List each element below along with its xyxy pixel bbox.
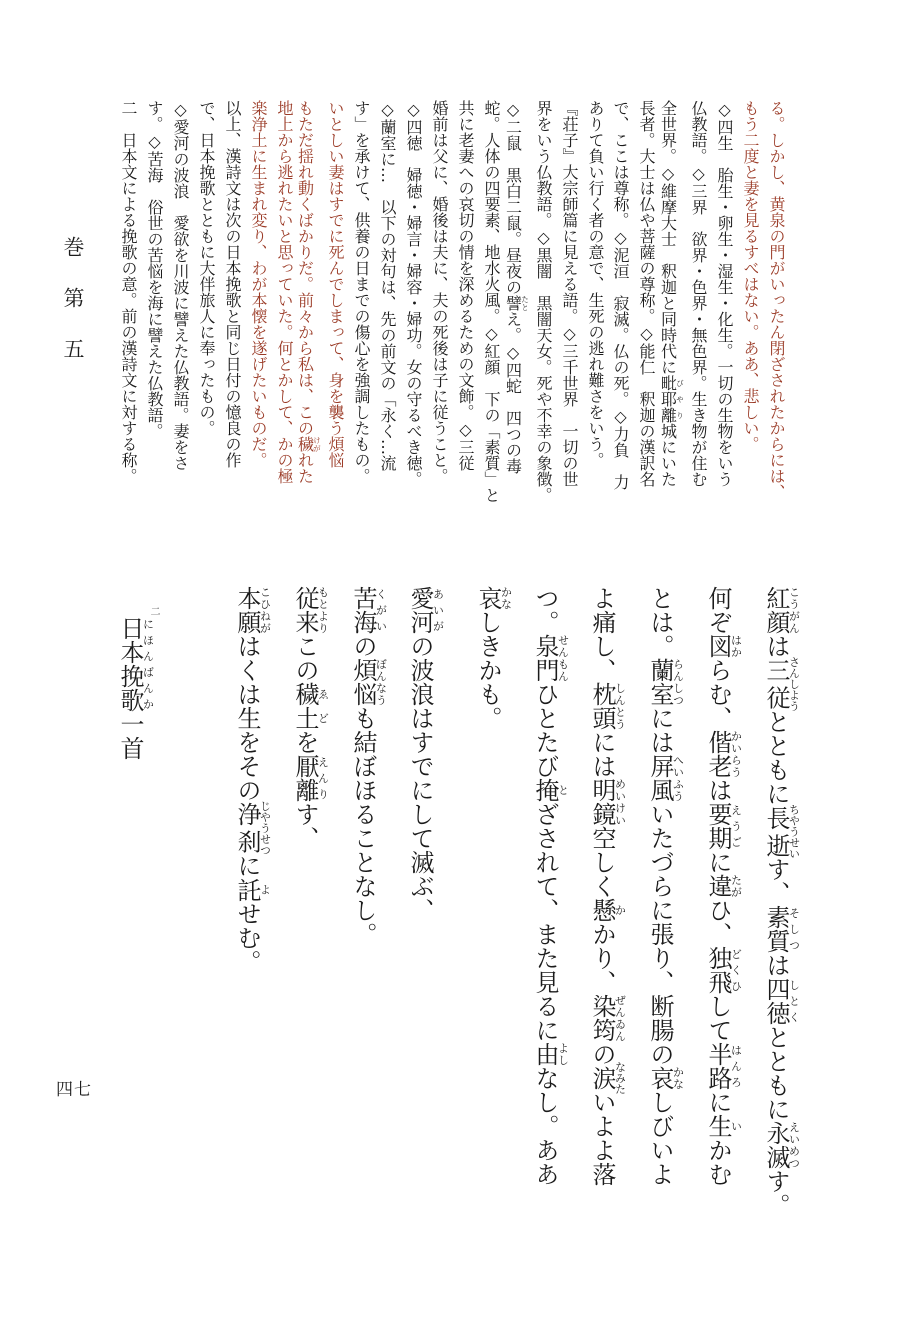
text-run: 長者。大士は仏や菩薩の尊称。◇能仁 釈迦の漢訳名 bbox=[637, 100, 656, 487]
ruby-word bbox=[233, 877, 272, 902]
text-run: よ痛し、 bbox=[588, 586, 616, 682]
text-run: 界をいう仏教語。◇黒闇 黒闇天女。死や不幸の象徴。 bbox=[534, 100, 553, 503]
ruby-base: 三従 bbox=[762, 656, 790, 712]
ruby-word bbox=[406, 586, 445, 634]
furigana: なみた bbox=[613, 1061, 627, 1095]
ruby-base: 由 bbox=[531, 1042, 559, 1066]
furigana: せんもん bbox=[556, 634, 570, 682]
ruby-word bbox=[233, 800, 272, 856]
text-run: 共に老妻への哀切の情を深めるための文飾。◇三従 bbox=[456, 100, 475, 471]
main-text-column bbox=[339, 586, 387, 946]
furigana: えうご bbox=[729, 802, 743, 850]
main-text-column bbox=[281, 586, 329, 850]
furigana: びやり bbox=[675, 375, 685, 423]
text-run: ◇蘭室に… 以下の対句は、先の前文の「永く…流 bbox=[378, 100, 397, 471]
furigana: こうがん bbox=[787, 586, 801, 634]
furigana: もとより bbox=[316, 586, 330, 634]
furigana: しとく bbox=[787, 977, 801, 1025]
text-run: とともに bbox=[762, 1025, 790, 1121]
ruby-base: 永滅 bbox=[762, 1121, 790, 1169]
text-run: 城にいた bbox=[658, 423, 678, 487]
text-run: はくは生をその bbox=[233, 634, 261, 802]
text-run: る。しかし、黄泉の門がいったん閉ざされたからには、 bbox=[767, 100, 786, 500]
text-run: 地上から逃れたいと思っていた。何とかして、かの極 bbox=[275, 100, 294, 484]
ruby-word bbox=[704, 634, 743, 658]
ruby-word bbox=[349, 658, 388, 706]
ruby-word bbox=[704, 802, 743, 850]
ruby-base: 日本挽歌 bbox=[116, 616, 144, 712]
furigana: けが bbox=[312, 436, 322, 452]
text-run: もう二度と妻を見るすべはない。ああ、悲しい。 bbox=[741, 100, 760, 452]
main-text-column bbox=[636, 586, 684, 1186]
text-run: つ。 bbox=[531, 586, 559, 634]
text-run: この bbox=[291, 634, 319, 682]
ruby-base: 枕頭 bbox=[588, 682, 616, 730]
text-run: ありて負い行く者の意で、生死の逃れ難さをいう。 bbox=[586, 100, 605, 468]
text-run: 空しく bbox=[588, 826, 616, 898]
text-run: 何ぞ bbox=[704, 586, 732, 634]
ruby-base: 図 bbox=[704, 634, 732, 658]
ruby-base: 生 bbox=[704, 1114, 732, 1138]
text-run: に bbox=[704, 1090, 732, 1114]
furigana: あいが bbox=[431, 586, 445, 634]
text-run: す。◇苦海 俗世の苦悩を海に譬えた仏教語。 bbox=[145, 100, 164, 439]
ruby-base: 紅顔 bbox=[762, 586, 790, 634]
main-text-column bbox=[578, 586, 626, 1186]
ruby-base: 愛河 bbox=[406, 586, 434, 634]
text-run: も結ぼほることなし。 bbox=[349, 706, 377, 946]
ruby-word bbox=[233, 586, 272, 634]
ruby-base: 要期 bbox=[704, 802, 732, 850]
ruby-word bbox=[704, 730, 743, 778]
text-run: 二 日本文による挽歌の意。前の漢詩文に対する称。 bbox=[119, 100, 138, 484]
furigana: どくひ bbox=[729, 946, 743, 994]
ruby-base: 涙 bbox=[588, 1061, 616, 1095]
text-run: ◇四徳 婦徳・婦言・婦容・婦功。女の守るべき徳。 bbox=[404, 100, 423, 487]
text-run: 全世界。◇維摩大士 釈迦と同時代に bbox=[658, 100, 678, 375]
text-run: を bbox=[291, 730, 319, 754]
ruby-base: 違 bbox=[704, 874, 732, 898]
text-run: え。◇四蛇 四つの毒 bbox=[503, 311, 523, 474]
furigana: かな bbox=[671, 1066, 685, 1090]
furigana: えんり bbox=[316, 754, 330, 802]
ruby-word bbox=[531, 1042, 570, 1066]
text-run: の bbox=[588, 1042, 616, 1066]
furigana: か bbox=[613, 898, 627, 922]
text-run: で、日本挽歌とともに大伴旅人に奉ったもの。 bbox=[197, 100, 216, 436]
main-text-column bbox=[521, 586, 569, 1186]
text-run: 蛇。人体の四要素、地水火風。◇紅顔 下の「素質」と bbox=[482, 100, 501, 503]
text-run: かり、 bbox=[588, 922, 616, 994]
text-run: ひ、 bbox=[704, 898, 732, 946]
ruby-word bbox=[588, 682, 627, 730]
ruby-word bbox=[291, 682, 330, 730]
ruby-base: 苦海 bbox=[349, 586, 377, 634]
ruby-word bbox=[646, 1066, 685, 1090]
furigana: ぼんなう bbox=[374, 658, 388, 706]
furigana: かいらう bbox=[729, 730, 743, 778]
text-run: の bbox=[349, 634, 377, 658]
furigana: ちやうせい bbox=[787, 803, 801, 859]
ruby-base: 哀 bbox=[474, 586, 502, 610]
text-run: す」を承けて、供養の日までの傷心を強調したもの。 bbox=[352, 100, 371, 484]
ruby-word bbox=[762, 1121, 801, 1169]
text-run: ◇二鼠 黒白二鼠。昼夜の bbox=[503, 100, 523, 295]
ruby-base: 本願 bbox=[233, 586, 261, 634]
furigana: こひねが bbox=[258, 586, 272, 634]
furigana: えいめつ bbox=[787, 1121, 801, 1169]
text-run: 仏教語。◇三界 欲界・色界・無色界。生き物が住む bbox=[689, 100, 708, 487]
ruby-word bbox=[762, 586, 801, 634]
ruby-base: 掩 bbox=[531, 778, 559, 802]
main-text-column bbox=[694, 586, 742, 1186]
text-run: 婚前は父に、婚後は夫に、夫の死後は子に従うこと。 bbox=[430, 100, 449, 484]
furigana: じやうせつ bbox=[258, 800, 272, 856]
ruby-base: 明鏡 bbox=[588, 778, 616, 826]
main-text-column bbox=[223, 586, 271, 974]
ruby-word bbox=[588, 898, 627, 922]
footnote-mark: 二 bbox=[148, 606, 159, 616]
ruby-word bbox=[762, 656, 801, 712]
furigana: にほんばんか bbox=[141, 616, 155, 712]
ruby-word bbox=[531, 634, 570, 682]
ruby-base: 半路 bbox=[704, 1042, 732, 1090]
ruby-base: 穢土 bbox=[291, 682, 319, 730]
poem-title bbox=[106, 616, 154, 760]
furigana: らんしつ bbox=[671, 658, 685, 706]
ruby-word bbox=[474, 586, 513, 610]
running-head-volume: 巻第五 bbox=[61, 236, 85, 389]
furigana: そしつ bbox=[787, 905, 801, 953]
ruby-word bbox=[116, 616, 155, 712]
furigana: かな bbox=[499, 586, 513, 610]
text-run: しきかも。 bbox=[474, 610, 502, 730]
text-run: れた bbox=[295, 452, 315, 484]
ruby-word bbox=[291, 586, 330, 634]
ruby-base: 譬 bbox=[503, 295, 523, 311]
ruby-base: 泉門 bbox=[531, 634, 559, 682]
text-run: なし。ああ bbox=[531, 1066, 559, 1186]
ruby-base: 託 bbox=[233, 877, 261, 902]
ruby-base: 染筠 bbox=[588, 994, 616, 1042]
ruby-base: 独飛 bbox=[704, 946, 732, 994]
ruby-base: 屏風 bbox=[646, 754, 674, 802]
ruby-word bbox=[762, 977, 801, 1025]
furigana: よ bbox=[258, 877, 272, 902]
text-run: で、ここは尊称。◇泥洹 寂滅。仏の死。◇力負 力 bbox=[611, 100, 630, 490]
ruby-word bbox=[704, 1042, 743, 1090]
text-run: は bbox=[704, 778, 732, 802]
ruby-word bbox=[704, 874, 743, 898]
text-run: いたづらに張り、断腸の bbox=[646, 802, 674, 1066]
text-run: かむ bbox=[704, 1138, 732, 1186]
text-run: は bbox=[762, 634, 790, 658]
text-run: す、 bbox=[291, 802, 319, 850]
furigana: さんしよう bbox=[787, 656, 801, 712]
text-run: ◇愛河の波浪 愛欲を川波に譬えた仏教語。妻をさ bbox=[171, 100, 190, 471]
ruby-base: 懸 bbox=[588, 898, 616, 922]
text-run: いとしい妻はすでに死んでしまって、身を襲う煩悩 bbox=[326, 100, 345, 468]
text-run: ひとたび bbox=[531, 682, 559, 778]
text-run: に bbox=[704, 850, 732, 874]
page-number: 四七 bbox=[56, 1080, 92, 1100]
furigana: たが bbox=[729, 874, 743, 898]
text-run: には bbox=[646, 706, 674, 754]
furigana: しんとう bbox=[613, 682, 627, 730]
text-run: ◇四生 胎生・卵生・湿生・化生。一切の生物をいう bbox=[715, 100, 734, 487]
text-run: ざされて、また見るに bbox=[531, 802, 559, 1042]
furigana: へいふう bbox=[671, 754, 685, 802]
ruby-word bbox=[588, 778, 627, 826]
ruby-base: 偕老 bbox=[704, 730, 732, 778]
text-run: は bbox=[762, 953, 790, 977]
ruby-base: 毗耶離 bbox=[658, 375, 678, 423]
text-run: とは。 bbox=[646, 586, 674, 658]
ruby-word bbox=[291, 754, 330, 802]
furigana: と bbox=[556, 778, 570, 802]
text-run: の波浪はすでにして滅ぶ、 bbox=[406, 634, 434, 922]
ruby-word bbox=[349, 586, 388, 634]
ruby-word bbox=[646, 658, 685, 706]
text-run: 以上、漢詩文は次の日本挽歌と同じ日付の憶良の作 bbox=[223, 100, 242, 468]
furigana: くがい bbox=[374, 586, 388, 634]
ruby-base: 蘭室 bbox=[646, 658, 674, 706]
ruby-word bbox=[762, 905, 801, 953]
ruby-word bbox=[762, 803, 801, 859]
main-text-column bbox=[752, 586, 800, 1217]
text-run: して bbox=[704, 994, 732, 1042]
text-run: す、 bbox=[762, 857, 790, 905]
ruby-base: 厭離 bbox=[291, 754, 319, 802]
ruby-word bbox=[531, 778, 570, 802]
ruby-base: 浄刹 bbox=[233, 800, 261, 856]
ruby-word bbox=[588, 994, 627, 1042]
ruby-base: 長逝 bbox=[762, 803, 790, 859]
furigana: めいけい bbox=[613, 778, 627, 826]
text-run: に bbox=[233, 853, 261, 878]
main-text-column bbox=[464, 586, 512, 730]
text-run: しびいよ bbox=[646, 1090, 674, 1186]
text-run: 楽浄土に生まれ変り、わが本懐を遂げたいものだ。 bbox=[249, 100, 268, 468]
ruby-word bbox=[588, 1061, 627, 1095]
text-run: には bbox=[588, 730, 616, 778]
ruby-base: 従来 bbox=[291, 586, 319, 634]
text-run: す。 bbox=[762, 1169, 790, 1217]
furigana: よし bbox=[556, 1042, 570, 1066]
ruby-base: 哀 bbox=[646, 1066, 674, 1090]
ruby-base: 穢 bbox=[295, 436, 315, 452]
ruby-base: 四徳 bbox=[762, 977, 790, 1025]
furigana: たと bbox=[520, 295, 530, 311]
text-run: とともに bbox=[762, 709, 790, 806]
main-text-column bbox=[396, 586, 444, 922]
text-run: 『荘子』大宗師篇に見える語。◇三千世界 一切の世 bbox=[560, 100, 579, 487]
text-run: もただ揺れ動くばかりだ。前々から私は、この bbox=[295, 100, 315, 436]
ruby-word bbox=[646, 754, 685, 802]
text-run: せむ。 bbox=[233, 901, 261, 974]
furigana: はか bbox=[729, 634, 743, 658]
text-run: いよよ落 bbox=[588, 1090, 616, 1186]
ruby-word bbox=[704, 1114, 743, 1138]
ruby-base: 煩悩 bbox=[349, 658, 377, 706]
furigana: ぜんゐん bbox=[613, 994, 627, 1042]
furigana: ゑど bbox=[316, 682, 330, 730]
text-run: らむ、 bbox=[704, 658, 732, 730]
ruby-base: 素質 bbox=[762, 905, 790, 953]
furigana: はんろ bbox=[729, 1042, 743, 1090]
furigana: い bbox=[729, 1114, 743, 1138]
ruby-word bbox=[704, 946, 743, 994]
text-run: 一首 bbox=[116, 712, 144, 760]
